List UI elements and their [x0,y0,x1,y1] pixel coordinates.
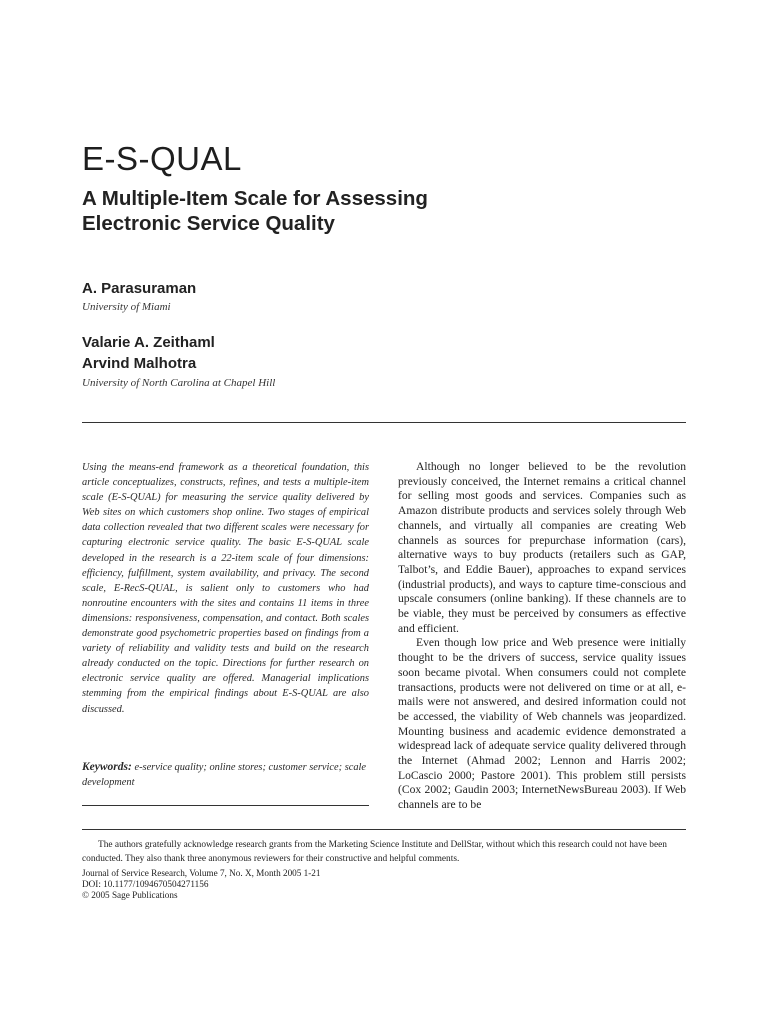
keywords-text: e-service quality; online stores; customer service; scale development [82,762,367,789]
author-affiliation: University of North Carolina at Chapel Hill [82,377,276,389]
author-name: Arvind Malhotra [82,355,197,372]
journal-citation: Journal of Service Research, Volume 7, No. X, Month 2005 1-21 [82,868,321,878]
header-divider [82,422,686,423]
subtitle-line-1: A Multiple-Item Scale for Assessing [82,187,428,210]
doi: DOI: 10.1177/1094670504271156 [82,879,209,890]
author-name: Valarie A. Zeithaml [82,334,215,351]
author-affiliation: University of Miami [82,301,171,313]
keywords-label: Keywords: [82,761,132,773]
body-paragraph: Even though low price and Web presence were initially thought to be the drivers of success, service quality issues soon became pivotal. When consumers could not complete transactions, products were not delivered on time or at all, e-mails were not answered, and desired information could not be accessed, the viability of Web channels was jeopardized. Mounting business and academic evidence demonstrated a widespread lack of adequate service quality delivered through the Internet (Ahmad 2002; Lennon and Harris 2002; LoCascio 2000; Pastore 2001). This problem still persists (Cox 2002; Gaudin 2003; InternetNewsBureau 2003). If Web channels are to be [398,636,686,812]
article-subtitle [82,186,682,236]
footnote-divider [82,829,686,830]
keywords [82,760,369,790]
author-name: A. Parasuraman [82,280,197,297]
citation-block [82,868,482,902]
abstract-divider [82,805,369,806]
acknowledgment: The authors gratefully acknowledge research grants from the Marketing Science Institute and DellStar, without which this research could not have been conducted. They also thank three anonymous reviewers for their constructive and helpful comments. [82,840,667,864]
body-text [398,460,686,820]
body-paragraph: Although no longer believed to be the revolution previously conceived, the Internet remains a critical channel for selling most goods and services. Companies such as Amazon distribute products and services solely through Web channels, and virtually all companies are creating Web channels as sources for prepurchase information (cars), alternative ways to buy products (retailers such as GAP, Talbot’s, and Eddie Bauer), approaches to expand services (industrial products), and ways to capture time-conscious and upscale consumers (online banking). If these channels are to be viable, they must be perceived by consumers as effective and efficient. [398,460,686,635]
copyright: © 2005 Sage Publications [82,890,178,901]
abstract: Using the means-end framework as a theoretical foundation, this article conceptualizes, constructs, refines, and tests a multiple-item scale (E-S-QUAL) for measuring the service quality delivered by Web sites on which customers shop online. Two stages of empirical data collection revealed that two different scales were necessary for capturing electronic service quality. The basic E-S-QUAL scale developed in the research is a 22-item scale of four dimensions: efficiency, fulfillment, system availability, and privacy. The second scale, E-RecS-QUAL, is salient only to customers who had nonroutine encounters with the sites and contains 11 items in three dimensions: responsiveness, compensation, and contact. Both scales demonstrate good psychometric properties based on findings from a variety of reliability and validity tests and build on the research already conducted on the topic. Directions for further research on electronic service quality are offered. Managerial implications stemming from the empirical findings about E-S-QUAL are also discussed. [82,462,369,715]
subtitle-line-2: Electronic Service Quality [82,212,335,235]
article-title: E-S-QUAL [82,140,242,177]
